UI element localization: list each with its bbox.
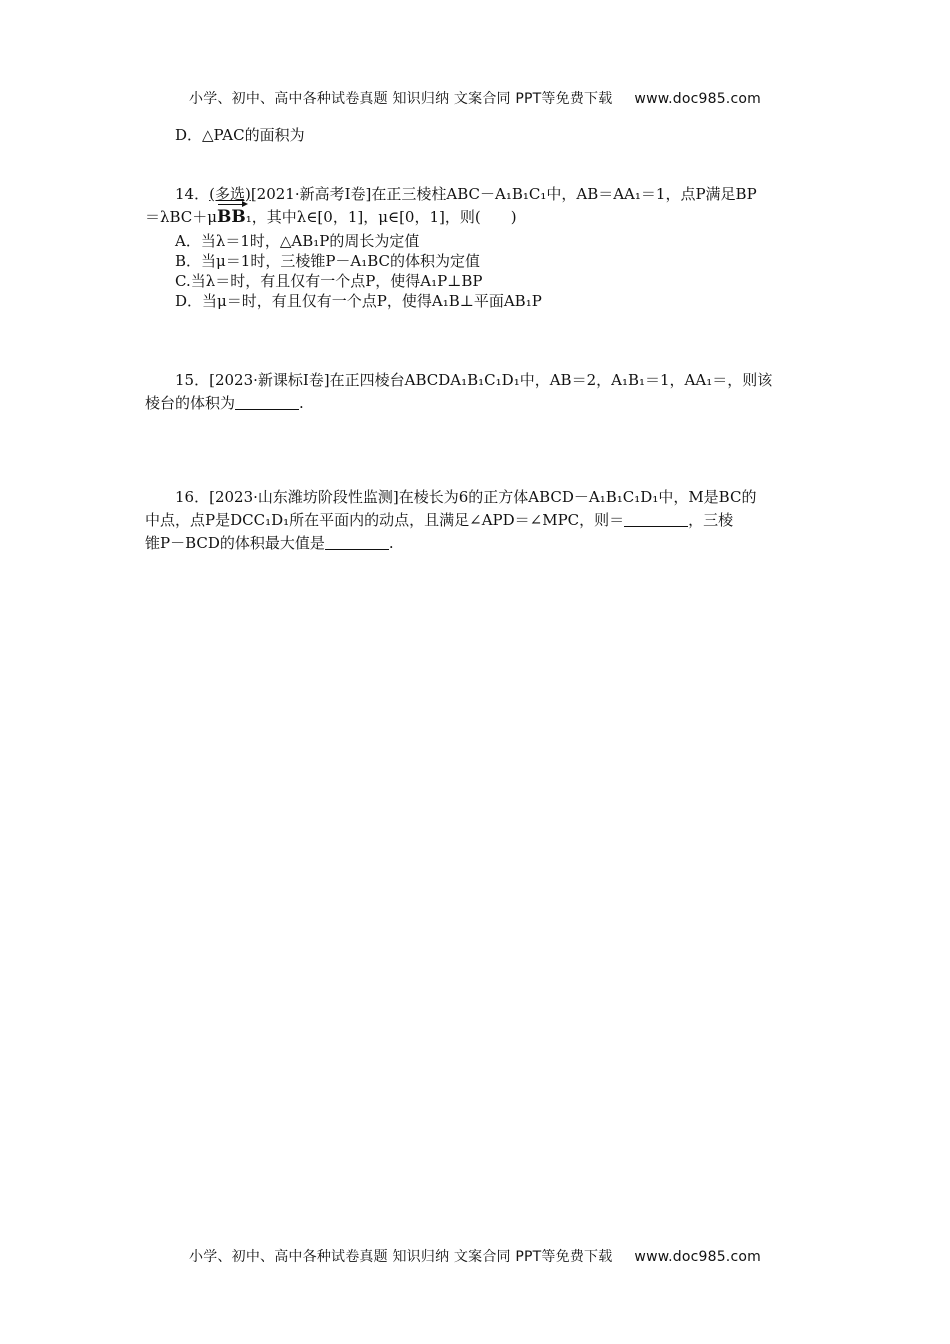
q14-option-d: D．当μ＝时，有且仅有一个点P，使得A₁B⊥平面AB₁P: [175, 292, 542, 310]
q16-line2: [145, 510, 815, 530]
answer-blank: [624, 512, 688, 527]
answer-blank: [325, 535, 389, 550]
q14-option-b: B．当μ＝1时，三棱锥P－A₁BC的体积为定值: [175, 252, 481, 270]
q16-line1: 16．[2023·山东潍坊阶段性监测]在棱长为6的正方体ABCD－A₁B₁C₁D₁中，M是BC的: [175, 488, 757, 506]
q15-line2: [145, 393, 815, 413]
footer-url[interactable]: www.doc985.com: [634, 1249, 761, 1265]
vector-bb1: BB: [217, 207, 246, 227]
q14-number: 14．: [175, 185, 210, 203]
page-header: [0, 88, 950, 108]
q14-option-c: C.当λ＝时，有且仅有一个点P，使得A₁P⊥BP: [175, 272, 483, 290]
q14-stem-line1: [175, 184, 845, 204]
q14-tag: (多选): [209, 185, 251, 203]
q16-line3-b: .: [388, 534, 394, 552]
q14-stem-a: 在正三棱柱ABC－A₁B₁C₁中，AB＝AA₁＝1，点P满足BP: [371, 185, 757, 203]
q16-line2-b: ，三棱: [688, 511, 734, 529]
footer-text: 小学、初中、高中各种试卷真题 知识归纳 文案合同 PPT等免费下载: [189, 1249, 613, 1265]
q14-stem-line2: [145, 207, 815, 227]
q14-stem-b: ＝λBC＋μ: [145, 208, 218, 226]
q16-line3-a: 锥P－BCD的体积最大值是: [145, 534, 325, 552]
header-text: 小学、初中、高中各种试卷真题 知识归纳 文案合同 PPT等免费下载: [189, 91, 613, 107]
header-url[interactable]: www.doc985.com: [634, 91, 761, 107]
q14-stem-b-rest: ₁，其中λ∈[0，1]，μ∈[0，1]，则( ): [245, 208, 517, 226]
q14-source: [2021·新高考Ⅰ卷]: [250, 185, 372, 203]
q14-option-a: A．当λ＝1时，△AB₁P的周长为定值: [175, 232, 420, 250]
answer-blank: [235, 395, 299, 410]
q15-line1: 15．[2023·新课标Ⅰ卷]在正四棱台ABCDA₁B₁C₁D₁中，AB＝2，A₁B₁＝1，AA₁＝，则该: [175, 371, 773, 389]
q15-line2-a: 棱台的体积为: [145, 394, 236, 412]
q15-line2-b: .: [299, 394, 304, 412]
page-footer: [0, 1246, 950, 1266]
q16-line3: [145, 533, 815, 553]
q16-line2-a: 中点，点P是DCC₁D₁所在平面内的动点，且满足∠APD＝∠MPC，则＝: [145, 511, 625, 529]
q13-option-d: D．△PAC的面积为: [175, 126, 305, 144]
